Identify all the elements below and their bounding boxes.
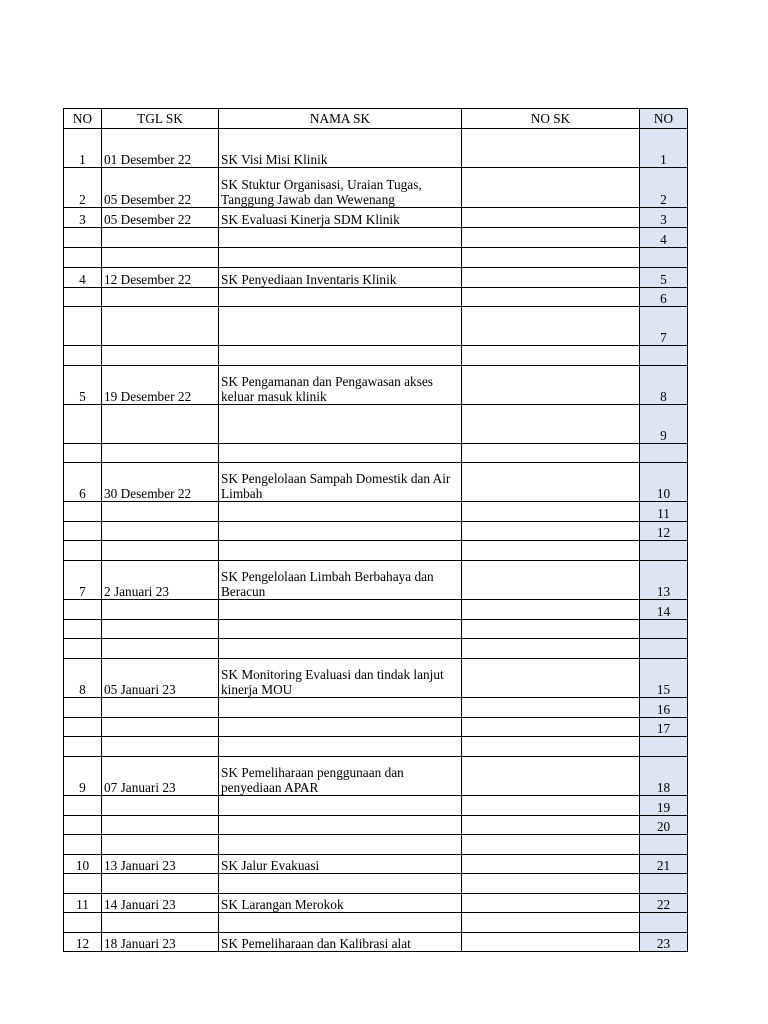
table-row bbox=[64, 541, 688, 561]
cell-no-sk bbox=[462, 366, 640, 405]
cell-tgl-sk: 14 Januari 23 bbox=[102, 894, 219, 913]
cell-nama-sk bbox=[219, 737, 462, 757]
cell-no-sk bbox=[462, 268, 640, 288]
cell-tgl-sk bbox=[102, 620, 219, 639]
cell-no-2: 11 bbox=[640, 502, 688, 522]
cell-no-sk bbox=[462, 855, 640, 874]
cell-nama-sk bbox=[219, 307, 462, 346]
cell-no-2 bbox=[640, 346, 688, 366]
cell-no bbox=[64, 620, 102, 639]
cell-no-2: 2 bbox=[640, 168, 688, 208]
table-row bbox=[64, 600, 688, 620]
cell-nama-sk bbox=[219, 639, 462, 659]
cell-no-2: 23 bbox=[640, 933, 688, 952]
cell-no-sk bbox=[462, 796, 640, 816]
cell-tgl-sk bbox=[102, 307, 219, 346]
cell-no: 3 bbox=[64, 208, 102, 228]
cell-no-sk bbox=[462, 718, 640, 737]
cell-no: 6 bbox=[64, 463, 102, 502]
cell-no-sk bbox=[462, 659, 640, 698]
cell-nama-sk bbox=[219, 522, 462, 541]
cell-no-sk bbox=[462, 463, 640, 502]
cell-nama-sk bbox=[219, 288, 462, 307]
cell-nama-sk bbox=[219, 228, 462, 248]
cell-tgl-sk: 07 Januari 23 bbox=[102, 757, 219, 796]
table-row bbox=[64, 639, 688, 659]
cell-tgl-sk: 05 Januari 23 bbox=[102, 659, 219, 698]
cell-no-sk bbox=[462, 444, 640, 463]
cell-no-sk bbox=[462, 502, 640, 522]
cell-no-sk bbox=[462, 600, 640, 620]
cell-nama-sk bbox=[219, 816, 462, 835]
header-tgl-sk: TGL SK bbox=[102, 109, 219, 129]
cell-nama-sk: SK Pemeliharaan penggunaan dan penyediaan APAR bbox=[219, 757, 462, 796]
cell-no bbox=[64, 288, 102, 307]
table-row bbox=[64, 757, 688, 796]
cell-no-2: 5 bbox=[640, 268, 688, 288]
cell-no-sk bbox=[462, 933, 640, 952]
cell-nama-sk bbox=[219, 502, 462, 522]
cell-no-2 bbox=[640, 913, 688, 933]
cell-no: 1 bbox=[64, 129, 102, 168]
table-row bbox=[64, 248, 688, 268]
table-row bbox=[64, 208, 688, 228]
cell-no-sk bbox=[462, 288, 640, 307]
table-row bbox=[64, 502, 688, 522]
cell-no-sk bbox=[462, 816, 640, 835]
table-row bbox=[64, 405, 688, 444]
cell-tgl-sk bbox=[102, 502, 219, 522]
cell-nama-sk bbox=[219, 796, 462, 816]
table-row bbox=[64, 718, 688, 737]
table-row bbox=[64, 620, 688, 639]
cell-nama-sk: SK Pengelolaan Limbah Berbahaya dan Beracun bbox=[219, 561, 462, 600]
cell-nama-sk bbox=[219, 874, 462, 894]
cell-no bbox=[64, 248, 102, 268]
cell-no-2 bbox=[640, 620, 688, 639]
cell-no: 5 bbox=[64, 366, 102, 405]
cell-tgl-sk: 19 Desember 22 bbox=[102, 366, 219, 405]
cell-tgl-sk bbox=[102, 913, 219, 933]
cell-no bbox=[64, 639, 102, 659]
cell-no-sk bbox=[462, 698, 640, 718]
cell-nama-sk: SK Evaluasi Kinerja SDM Klinik bbox=[219, 208, 462, 228]
cell-no-sk bbox=[462, 208, 640, 228]
table-row bbox=[64, 268, 688, 288]
cell-no: 7 bbox=[64, 561, 102, 600]
cell-no-2: 15 bbox=[640, 659, 688, 698]
cell-no-2 bbox=[640, 874, 688, 894]
cell-no-sk bbox=[462, 541, 640, 561]
cell-no-sk bbox=[462, 405, 640, 444]
header-no-sk: NO SK bbox=[462, 109, 640, 129]
cell-no-sk bbox=[462, 522, 640, 541]
table-row bbox=[64, 835, 688, 855]
cell-nama-sk: SK Pengelolaan Sampah Domestik dan Air Limbah bbox=[219, 463, 462, 502]
cell-no-2: 8 bbox=[640, 366, 688, 405]
cell-no-2 bbox=[640, 835, 688, 855]
cell-tgl-sk bbox=[102, 541, 219, 561]
cell-no-sk bbox=[462, 874, 640, 894]
cell-no-sk bbox=[462, 129, 640, 168]
cell-no-2 bbox=[640, 444, 688, 463]
cell-no bbox=[64, 816, 102, 835]
cell-tgl-sk bbox=[102, 816, 219, 835]
header-row bbox=[64, 109, 688, 129]
cell-no bbox=[64, 698, 102, 718]
cell-no bbox=[64, 874, 102, 894]
cell-no-sk bbox=[462, 620, 640, 639]
cell-no-sk bbox=[462, 307, 640, 346]
cell-no-sk bbox=[462, 248, 640, 268]
cell-nama-sk: SK Pengamanan dan Pengawasan akses keluar masuk klinik bbox=[219, 366, 462, 405]
cell-no-2: 20 bbox=[640, 816, 688, 835]
cell-nama-sk bbox=[219, 718, 462, 737]
cell-nama-sk: SK Stuktur Organisasi, Uraian Tugas, Tanggung Jawab dan Wewenang bbox=[219, 168, 462, 208]
cell-no: 8 bbox=[64, 659, 102, 698]
table-row bbox=[64, 288, 688, 307]
cell-no-sk bbox=[462, 228, 640, 248]
table-row bbox=[64, 522, 688, 541]
cell-nama-sk bbox=[219, 541, 462, 561]
header-nama-sk: NAMA SK bbox=[219, 109, 462, 129]
cell-nama-sk bbox=[219, 620, 462, 639]
header-no: NO bbox=[64, 109, 102, 129]
cell-nama-sk: SK Pemeliharaan dan Kalibrasi alat bbox=[219, 933, 462, 952]
cell-tgl-sk bbox=[102, 522, 219, 541]
cell-no: 9 bbox=[64, 757, 102, 796]
cell-no: 12 bbox=[64, 933, 102, 952]
cell-no-sk bbox=[462, 561, 640, 600]
cell-no-2: 17 bbox=[640, 718, 688, 737]
cell-nama-sk bbox=[219, 835, 462, 855]
cell-no-2: 21 bbox=[640, 855, 688, 874]
cell-tgl-sk bbox=[102, 639, 219, 659]
cell-no bbox=[64, 541, 102, 561]
cell-no: 11 bbox=[64, 894, 102, 913]
cell-no bbox=[64, 522, 102, 541]
cell-nama-sk bbox=[219, 913, 462, 933]
cell-nama-sk: SK Visi Misi Klinik bbox=[219, 129, 462, 168]
cell-no-sk bbox=[462, 757, 640, 796]
cell-nama-sk: SK Larangan Merokok bbox=[219, 894, 462, 913]
cell-no bbox=[64, 835, 102, 855]
cell-no-sk bbox=[462, 639, 640, 659]
table-row bbox=[64, 874, 688, 894]
cell-tgl-sk bbox=[102, 228, 219, 248]
cell-no bbox=[64, 600, 102, 620]
cell-no-2: 16 bbox=[640, 698, 688, 718]
cell-no-2: 3 bbox=[640, 208, 688, 228]
cell-tgl-sk: 12 Desember 22 bbox=[102, 268, 219, 288]
cell-tgl-sk bbox=[102, 405, 219, 444]
cell-tgl-sk bbox=[102, 874, 219, 894]
cell-no-sk bbox=[462, 835, 640, 855]
cell-no bbox=[64, 502, 102, 522]
table-row bbox=[64, 816, 688, 835]
cell-tgl-sk bbox=[102, 288, 219, 307]
cell-no-2: 4 bbox=[640, 228, 688, 248]
table-row bbox=[64, 933, 688, 952]
cell-nama-sk bbox=[219, 405, 462, 444]
table-row bbox=[64, 737, 688, 757]
cell-nama-sk: SK Jalur Evakuasi bbox=[219, 855, 462, 874]
cell-no-sk bbox=[462, 346, 640, 366]
table-row bbox=[64, 659, 688, 698]
cell-nama-sk bbox=[219, 600, 462, 620]
cell-tgl-sk: 01 Desember 22 bbox=[102, 129, 219, 168]
cell-tgl-sk bbox=[102, 737, 219, 757]
cell-nama-sk bbox=[219, 698, 462, 718]
cell-tgl-sk bbox=[102, 444, 219, 463]
cell-no bbox=[64, 737, 102, 757]
table-row bbox=[64, 346, 688, 366]
cell-tgl-sk: 30 Desember 22 bbox=[102, 463, 219, 502]
cell-nama-sk bbox=[219, 444, 462, 463]
cell-no bbox=[64, 444, 102, 463]
cell-tgl-sk bbox=[102, 248, 219, 268]
cell-no-2: 9 bbox=[640, 405, 688, 444]
table-row bbox=[64, 913, 688, 933]
table-row bbox=[64, 894, 688, 913]
cell-no-2: 10 bbox=[640, 463, 688, 502]
cell-no-2: 1 bbox=[640, 129, 688, 168]
cell-tgl-sk bbox=[102, 698, 219, 718]
cell-no: 10 bbox=[64, 855, 102, 874]
cell-no-2 bbox=[640, 541, 688, 561]
cell-no: 2 bbox=[64, 168, 102, 208]
cell-nama-sk bbox=[219, 248, 462, 268]
cell-no bbox=[64, 405, 102, 444]
cell-no bbox=[64, 913, 102, 933]
table-row bbox=[64, 855, 688, 874]
cell-nama-sk: SK Penyediaan Inventaris Klinik bbox=[219, 268, 462, 288]
sk-register-table bbox=[63, 108, 688, 952]
cell-no-sk bbox=[462, 737, 640, 757]
cell-no bbox=[64, 307, 102, 346]
cell-tgl-sk: 05 Desember 22 bbox=[102, 208, 219, 228]
cell-nama-sk bbox=[219, 346, 462, 366]
cell-tgl-sk: 2 Januari 23 bbox=[102, 561, 219, 600]
cell-nama-sk: SK Monitoring Evaluasi dan tindak lanjut kinerja MOU bbox=[219, 659, 462, 698]
cell-no-2 bbox=[640, 248, 688, 268]
cell-no-2 bbox=[640, 639, 688, 659]
cell-no bbox=[64, 228, 102, 248]
cell-tgl-sk: 18 Januari 23 bbox=[102, 933, 219, 952]
cell-no-sk bbox=[462, 168, 640, 208]
cell-no-2: 18 bbox=[640, 757, 688, 796]
cell-tgl-sk bbox=[102, 600, 219, 620]
table-row bbox=[64, 307, 688, 346]
table-row bbox=[64, 366, 688, 405]
cell-no: 4 bbox=[64, 268, 102, 288]
cell-tgl-sk bbox=[102, 796, 219, 816]
table-row bbox=[64, 129, 688, 168]
cell-no-2: 19 bbox=[640, 796, 688, 816]
cell-tgl-sk: 05 Desember 22 bbox=[102, 168, 219, 208]
cell-no bbox=[64, 346, 102, 366]
cell-no-2: 12 bbox=[640, 522, 688, 541]
table-row bbox=[64, 698, 688, 718]
table-row bbox=[64, 444, 688, 463]
cell-no-2: 22 bbox=[640, 894, 688, 913]
cell-tgl-sk bbox=[102, 835, 219, 855]
header-no-2: NO bbox=[640, 109, 688, 129]
table-row bbox=[64, 796, 688, 816]
cell-no-2: 7 bbox=[640, 307, 688, 346]
cell-tgl-sk: 13 Januari 23 bbox=[102, 855, 219, 874]
cell-no-2 bbox=[640, 737, 688, 757]
table-row bbox=[64, 168, 688, 208]
cell-no-2: 13 bbox=[640, 561, 688, 600]
cell-no-2: 14 bbox=[640, 600, 688, 620]
cell-no-sk bbox=[462, 894, 640, 913]
cell-no bbox=[64, 796, 102, 816]
cell-no-sk bbox=[462, 913, 640, 933]
cell-tgl-sk bbox=[102, 718, 219, 737]
table-row bbox=[64, 463, 688, 502]
table-row bbox=[64, 561, 688, 600]
cell-no-2: 6 bbox=[640, 288, 688, 307]
table-row bbox=[64, 228, 688, 248]
cell-no bbox=[64, 718, 102, 737]
cell-tgl-sk bbox=[102, 346, 219, 366]
